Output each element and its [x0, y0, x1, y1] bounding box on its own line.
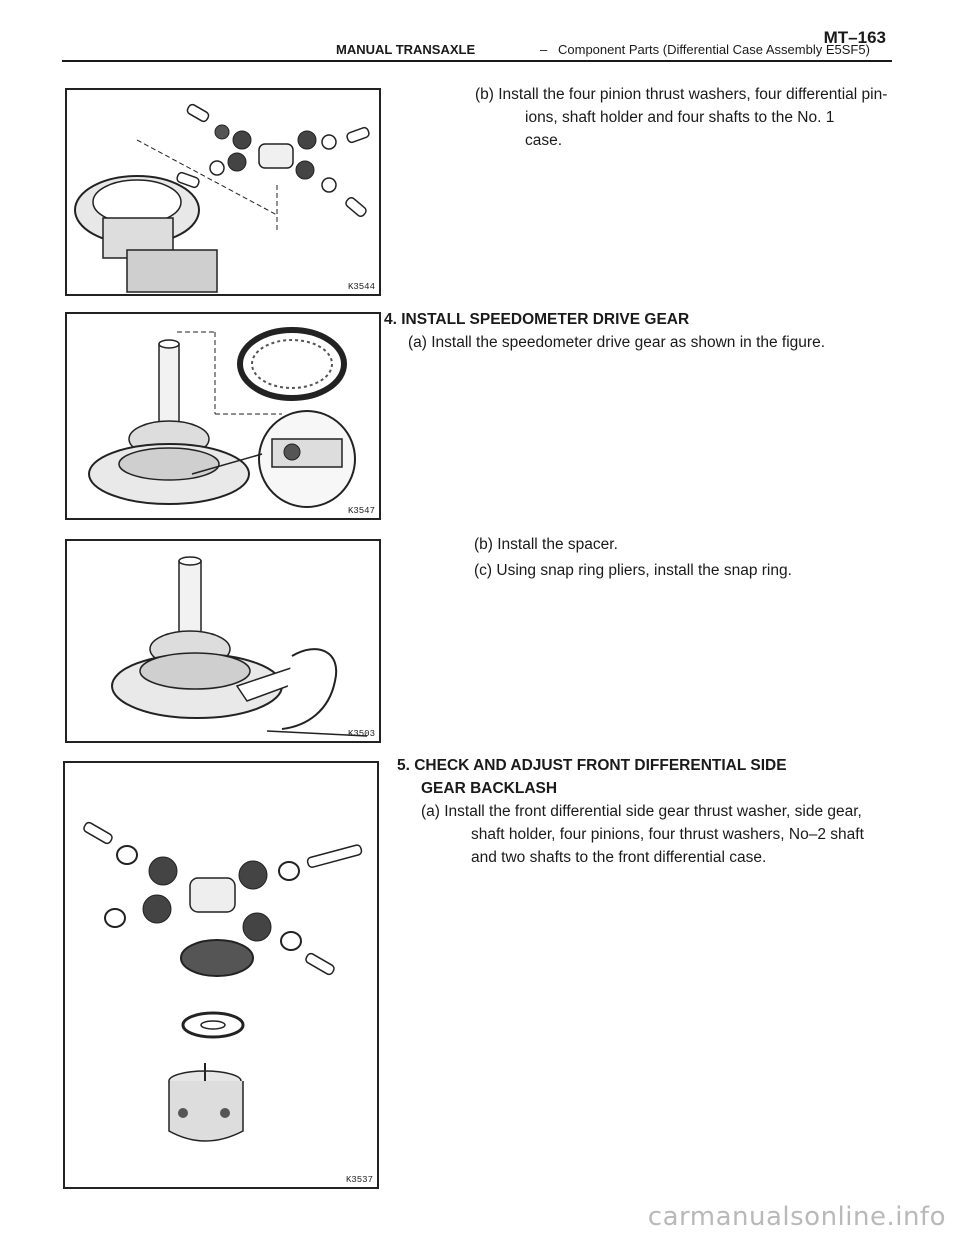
step-b-pinion: [475, 83, 945, 152]
header-section: MANUAL TRANSAXLE: [336, 42, 476, 57]
watermark: carmanualsonline.info: [647, 1202, 946, 1232]
step-4-bc: [474, 533, 944, 582]
page-header: [62, 26, 892, 62]
figure-code: K3547: [347, 506, 375, 516]
step-4-speedometer: [384, 308, 944, 354]
figure-pinion-assembly: [65, 88, 381, 296]
step-5-heading-line-2: GEAR BACKLASH: [421, 780, 558, 797]
figure-code: K3503: [347, 729, 375, 739]
step-5a-line-3: and two shafts to the front differential case.: [471, 849, 767, 866]
figure-snap-ring: [65, 539, 381, 743]
step-4c: (c) Using snap ring pliers, install the snap ring.: [474, 562, 792, 579]
step-5-backlash: [397, 754, 947, 869]
pinion-assembly-illustration: [67, 90, 379, 294]
snap-ring-illustration: [67, 541, 379, 741]
step-5a-line-1: (a) Install the front differential side gear thrust washer, side gear,: [421, 803, 862, 820]
step-4a: (a) Install the speedometer drive gear as shown in the figure.: [408, 334, 826, 351]
step-4-heading: 4. INSTALL SPEEDOMETER DRIVE GEAR: [384, 311, 690, 328]
figure-diff-components: [63, 761, 379, 1189]
figure-code: K3537: [345, 1175, 373, 1185]
page-number: MT–163: [823, 28, 886, 47]
step-5a-line-2: shaft holder, four pinions, four thrust washers, No–2 shaft: [471, 826, 864, 843]
step-b-line-2: ions, shaft holder and four shafts to the No. 1: [525, 109, 835, 126]
step-b-line-3: case.: [525, 132, 563, 149]
step-4b: (b) Install the spacer.: [474, 536, 618, 553]
header-subsection: Component Parts (Differential Case Assembly E5SF5): [558, 42, 870, 57]
diff-components-illustration: [65, 763, 377, 1187]
header-separator: –: [540, 42, 548, 57]
step-b-line-1: (b) Install the four pinion thrust washers, four differential pin-: [475, 86, 888, 103]
step-5-heading-line-1: 5. CHECK AND ADJUST FRONT DIFFERENTIAL SIDE: [397, 757, 787, 774]
speedometer-gear-illustration: [67, 314, 379, 518]
figure-speedometer-gear: [65, 312, 381, 520]
figure-code: K3544: [347, 282, 375, 292]
